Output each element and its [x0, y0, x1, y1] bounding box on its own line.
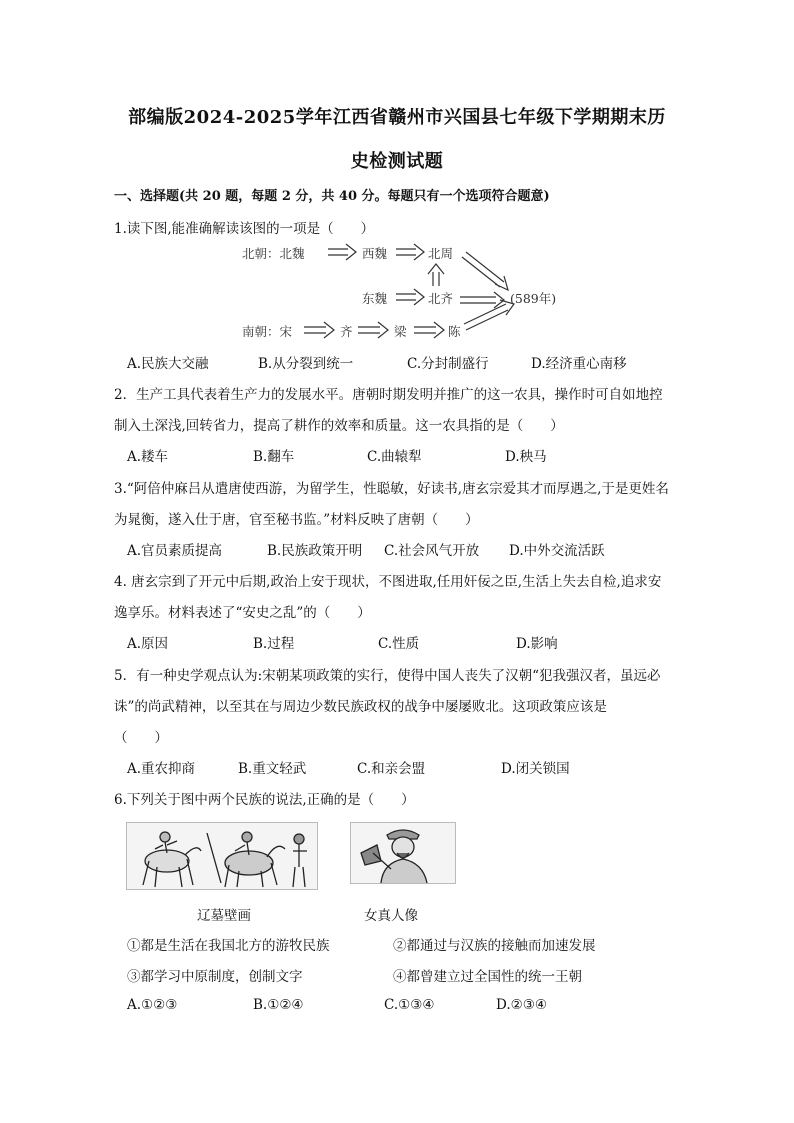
liao-mural-drawing — [127, 823, 317, 889]
q4-option-a[interactable]: A.原因 — [127, 636, 169, 652]
q3-option-a[interactable]: A.官员素质提高 — [127, 543, 223, 559]
page-title-line1: 部编版2024-2025学年江西省赣州市兴国县七年级下学期期末历 — [128, 107, 666, 128]
q2-stem-line1: 2．生产工具代表着生产力的发展水平。唐朝时期发明并推广的这一农具，操作时可自如地控 — [114, 387, 663, 403]
section-heading: 一、选择题(共 20 题，每题 2 分，共 40 分。每题只有一个选项符合题意) — [114, 189, 550, 204]
q1-option-b[interactable]: B.从分裂到统一 — [258, 356, 354, 372]
q6-stem: 6.下列关于图中两个民族的说法,正确的是（ ） — [114, 792, 415, 808]
diagram-beiqi: 北齐 — [428, 291, 454, 306]
q4-option-c[interactable]: C.性质 — [378, 636, 420, 652]
q2-option-c[interactable]: C.曲辕犁 — [367, 449, 422, 465]
jurchen-portrait-drawing — [351, 823, 455, 883]
diagram-liang: 梁 — [394, 324, 407, 339]
q5-option-b[interactable]: B.重文轻武 — [238, 761, 307, 777]
q1-option-a[interactable]: A.民族大交融 — [127, 356, 209, 372]
diagram-beizhou: 北周 — [428, 246, 454, 261]
page-title-line2: 史检测试题 — [350, 151, 444, 172]
arrow-diagonal-icon — [462, 252, 508, 290]
arrow-icon — [396, 244, 424, 260]
q6-option-b[interactable]: B.①②④ — [253, 997, 304, 1013]
diagram-chen: 陈 — [448, 324, 461, 339]
q4-stem-line2: 逸享乐。材料表述了“安史之乱”的（ ） — [114, 605, 371, 621]
q1-stem: 1.读下图,能准确解读该图的一项是（ ） — [114, 221, 375, 237]
caption-jurchen-portrait: 女真人像 — [364, 908, 418, 924]
diagram-qi: 齐 — [340, 324, 353, 339]
q5-option-d[interactable]: D.闭关锁国 — [501, 761, 570, 777]
dynasty-diagram — [238, 238, 568, 346]
diagram-south-label: 南朝：宋 — [242, 324, 293, 339]
diagram-xiwei: 西魏 — [362, 246, 388, 261]
q2-option-b[interactable]: B.翻车 — [253, 449, 295, 465]
q6-option-a[interactable]: A.①②③ — [127, 997, 178, 1013]
q6-option-d[interactable]: D.②③④ — [496, 997, 547, 1013]
q5-stem-line1: 5．有一种史学观点认为:宋朝某项政策的实行，使得中国人丧失了汉朝“犯我强汉者，虽远必 — [114, 668, 661, 684]
q2-option-a[interactable]: A.耧车 — [127, 449, 169, 465]
q3-option-b[interactable]: B.民族政策开明 — [267, 543, 363, 559]
arrow-icon — [414, 322, 444, 338]
q6-item-1: ①都是生活在我国北方的游牧民族 — [127, 938, 330, 954]
arrow-icon — [396, 289, 424, 305]
diagram-year: (589年) — [510, 291, 557, 306]
liao-mural-image — [126, 822, 318, 890]
arrow-icon — [304, 322, 334, 338]
arrow-icon — [328, 244, 356, 260]
q6-item-3: ③都学习中原制度，创制文字 — [127, 969, 303, 985]
diagram-north-label: 北朝：北魏 — [242, 246, 305, 261]
q1-option-c[interactable]: C.分封制盛行 — [407, 356, 489, 372]
arrow-diagonal-icon — [464, 300, 514, 330]
q6-item-4: ④都曾建立过全国性的统一王朝 — [393, 969, 582, 985]
caption-liao-mural: 辽墓壁画 — [197, 908, 251, 924]
diagram-dongwei: 东魏 — [362, 291, 388, 306]
q3-option-d[interactable]: D.中外交流活跃 — [509, 543, 605, 559]
q5-option-c[interactable]: C.和亲会盟 — [357, 761, 426, 777]
q5-option-a[interactable]: A.重农抑商 — [127, 761, 196, 777]
q6-option-c[interactable]: C.①③④ — [384, 997, 435, 1013]
q1-option-d[interactable]: D.经济重心南移 — [531, 356, 627, 372]
q2-option-d[interactable]: D.秧马 — [505, 449, 547, 465]
arrow-up-icon — [428, 264, 444, 286]
q5-stem-line2: 诛”的尚武精神，以至其在与周边少数民族政权的战争中屡屡败北。这项政策应该是 — [114, 699, 607, 715]
q3-option-c[interactable]: C.社会风气开放 — [384, 543, 480, 559]
q2-stem-line2: 制入土深浅,回转省力，提高了耕作的效率和质量。这一农具指的是（ ） — [114, 418, 564, 434]
q5-stem-line3: （ ） — [114, 730, 168, 746]
jurchen-portrait-image — [350, 822, 456, 884]
q3-stem-line1: 3.“阿倍仲麻吕从遣唐使西游，为留学生，性聪敏，好读书,唐玄宗爱其才而厚遇之,于是更姓名 — [114, 481, 669, 497]
q3-stem-line2: 为晁衡，遂入仕于唐，官至秘书监。”材料反映了唐朝（ ） — [114, 512, 479, 528]
q6-item-2: ②都通过与汉族的接触而加速发展 — [393, 938, 596, 954]
arrow-icon — [358, 322, 388, 338]
q4-option-b[interactable]: B.过程 — [253, 636, 295, 652]
q4-stem-line1: 4. 唐玄宗到了开元中后期,政治上安于现状，不图进取,任用奸佞之臣,生活上失去自检,追求安 — [114, 574, 662, 590]
q4-option-d[interactable]: D.影响 — [516, 636, 558, 652]
arrow-icon — [460, 292, 504, 308]
